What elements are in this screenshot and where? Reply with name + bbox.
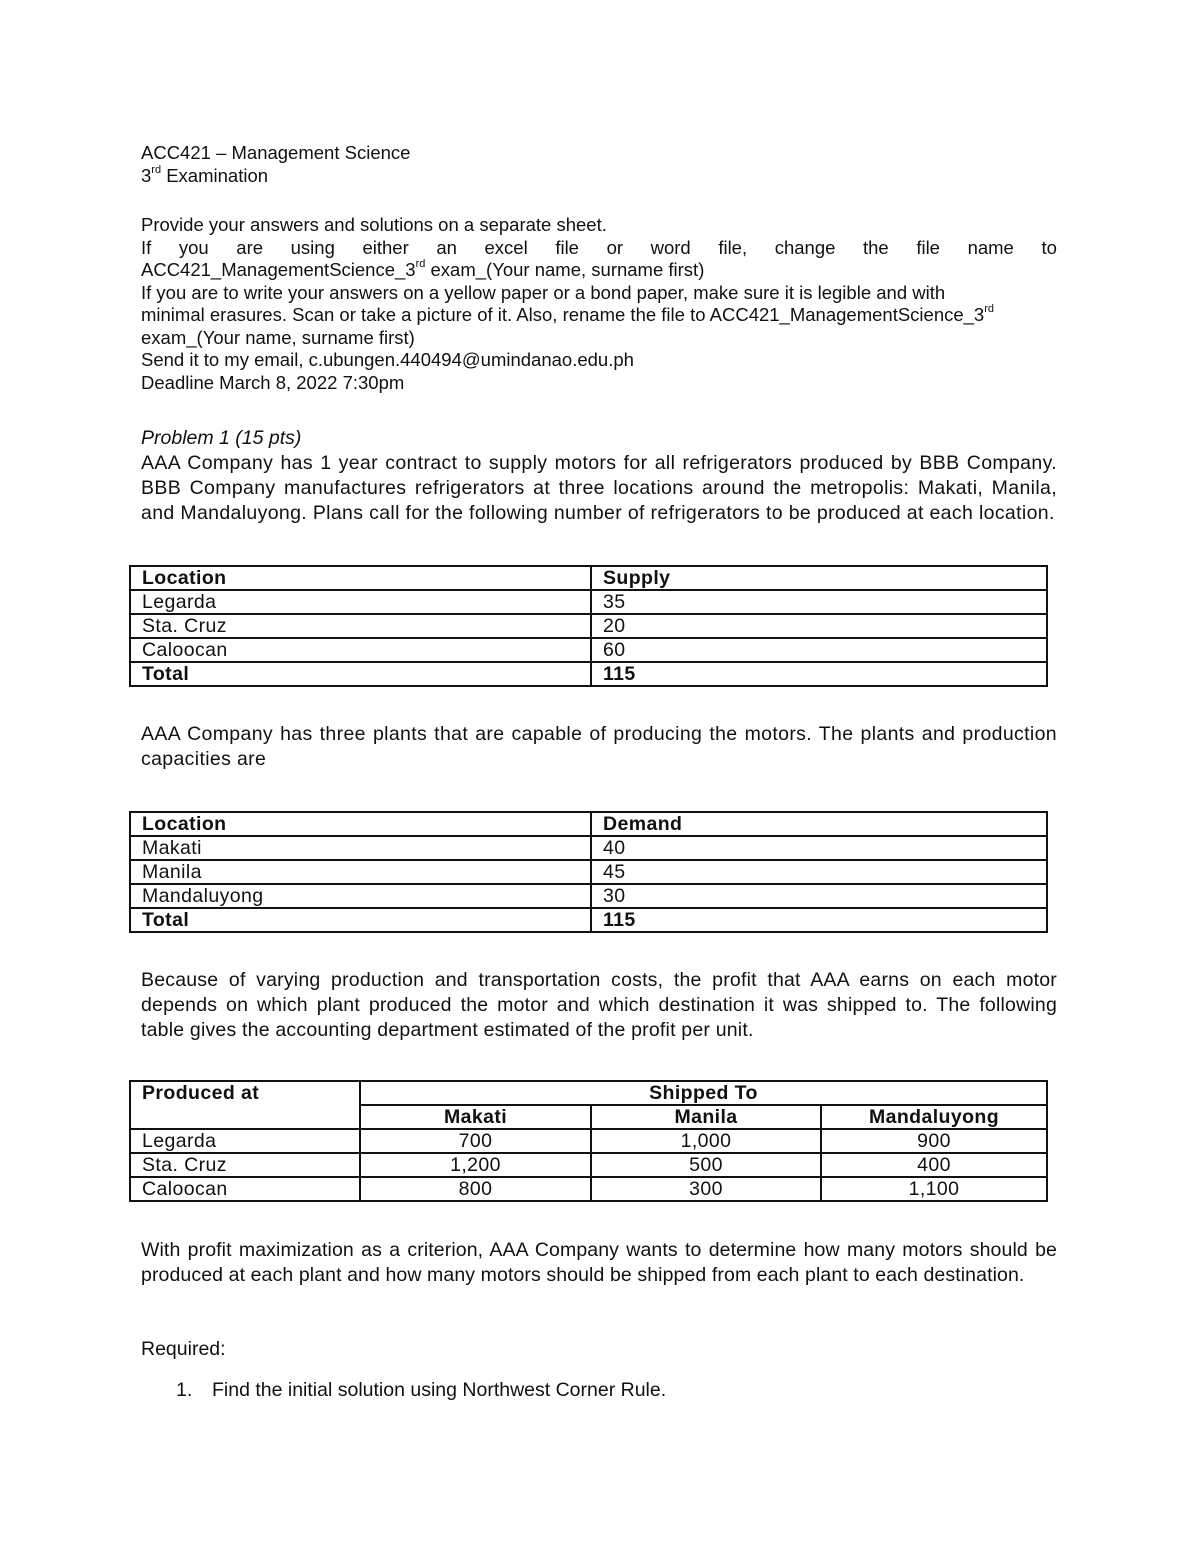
table-cell: 400	[821, 1153, 1047, 1177]
table-row	[130, 614, 1047, 638]
table-cell: 60	[591, 638, 1047, 662]
instruction-line-4: If you are to write your answers on a yellow paper or a bond paper, make sure it is legible and with	[141, 282, 946, 303]
table-cell: 800	[360, 1177, 591, 1201]
table-cell: Caloocan	[130, 638, 591, 662]
problem-title: Problem 1 (15 pts)	[141, 427, 302, 449]
table-cell: Caloocan	[130, 1177, 360, 1201]
exam-title: 3rd Examination	[141, 163, 269, 186]
table-header-cell: Makati	[360, 1105, 591, 1129]
table-total-row	[130, 662, 1047, 686]
table-cell: 1,100	[821, 1177, 1047, 1201]
email-line: Send it to my email, c.ubungen.440494@umindanao.edu.ph	[141, 349, 634, 370]
table-row	[130, 1153, 1047, 1177]
table-cell: Legarda	[130, 1129, 360, 1153]
table-header-row	[130, 1081, 1047, 1105]
table-header-cell: Mandaluyong	[821, 1105, 1047, 1129]
table-header-row	[130, 812, 1047, 836]
table-cell: Makati	[130, 836, 591, 860]
table-header-cell: Demand	[591, 812, 1047, 836]
table-cell: Sta. Cruz	[130, 614, 591, 638]
table-corner-cell: Produced at	[130, 1081, 360, 1129]
table-row	[130, 590, 1047, 614]
course-title: ACC421 – Management Science	[141, 142, 411, 163]
table-row	[130, 860, 1047, 884]
required-label: Required:	[141, 1338, 226, 1360]
instruction-line-1: Provide your answers and solutions on a separate sheet.	[141, 214, 607, 235]
table-cell: 115	[591, 662, 1047, 686]
table-header-cell: Location	[130, 812, 591, 836]
table-cell: 40	[591, 836, 1047, 860]
table-cell: 700	[360, 1129, 591, 1153]
profit-table	[129, 1080, 1048, 1202]
table-cell: 30	[591, 884, 1047, 908]
table-cell: 1,000	[591, 1129, 821, 1153]
table-cell: 500	[591, 1153, 821, 1177]
table-cell: 45	[591, 860, 1047, 884]
table-header-cell: Location	[130, 566, 591, 590]
profit-text: Because of varying production and transportation costs, the profit that AAA earns on each motor depends on which plant produced the motor and which destination it was shipped to. The following table gives the accounting department estimated of the profit per unit.	[141, 969, 1057, 1041]
table-row	[130, 1177, 1047, 1201]
instruction-line-6: exam_(Your name, surname first)	[141, 327, 415, 348]
table-cell: Total	[130, 662, 591, 686]
table-cell: 1,200	[360, 1153, 591, 1177]
table-header-cell: Supply	[591, 566, 1047, 590]
table-row	[130, 638, 1047, 662]
table-cell: 300	[591, 1177, 821, 1201]
instruction-line-2: If you are using either an excel file or word file, change the file name to	[141, 237, 1057, 258]
table-header-cell: Manila	[591, 1105, 821, 1129]
table-cell: 115	[591, 908, 1047, 932]
list-item: 1. Find the initial solution using Northwest Corner Rule.	[176, 1379, 667, 1401]
deadline-line: Deadline March 8, 2022 7:30pm	[141, 372, 405, 393]
instruction-line-5: minimal erasures. Scan or take a picture of it. Also, rename the file to ACC421_ManagementScience_3rd	[141, 302, 995, 325]
table-header-row	[130, 566, 1047, 590]
demand-table	[129, 811, 1048, 933]
objective-text: With profit maximization as a criterion, AAA Company wants to determine how many motors should be produced at each plant and how many motors should be shipped from each plant to each destination.	[141, 1239, 1057, 1286]
table-group-header: Shipped To	[360, 1081, 1047, 1105]
instruction-line-3: ACC421_ManagementScience_3rd exam_(Your name, surname first)	[141, 257, 705, 280]
table-row	[130, 836, 1047, 860]
table-cell: 900	[821, 1129, 1047, 1153]
table-cell: 20	[591, 614, 1047, 638]
table-row	[130, 884, 1047, 908]
plants-text: AAA Company has three plants that are capable of producing the motors. The plants and production capacities are	[141, 723, 1057, 770]
table-cell: Sta. Cruz	[130, 1153, 360, 1177]
table-cell: Manila	[130, 860, 591, 884]
table-row	[130, 1129, 1047, 1153]
problem-intro: AAA Company has 1 year contract to supply motors for all refrigerators produced by BBB Company. BBB Company manufactures refrigerators at three locations around the metropolis: Makati, Manila, and Mandaluyong. Plans call for the following number of refrigerators to be produced at each location.	[141, 452, 1057, 524]
table-cell: Total	[130, 908, 591, 932]
table-cell: Legarda	[130, 590, 591, 614]
table-cell: 35	[591, 590, 1047, 614]
supply-table	[129, 565, 1048, 687]
table-total-row	[130, 908, 1047, 932]
table-cell: Mandaluyong	[130, 884, 591, 908]
